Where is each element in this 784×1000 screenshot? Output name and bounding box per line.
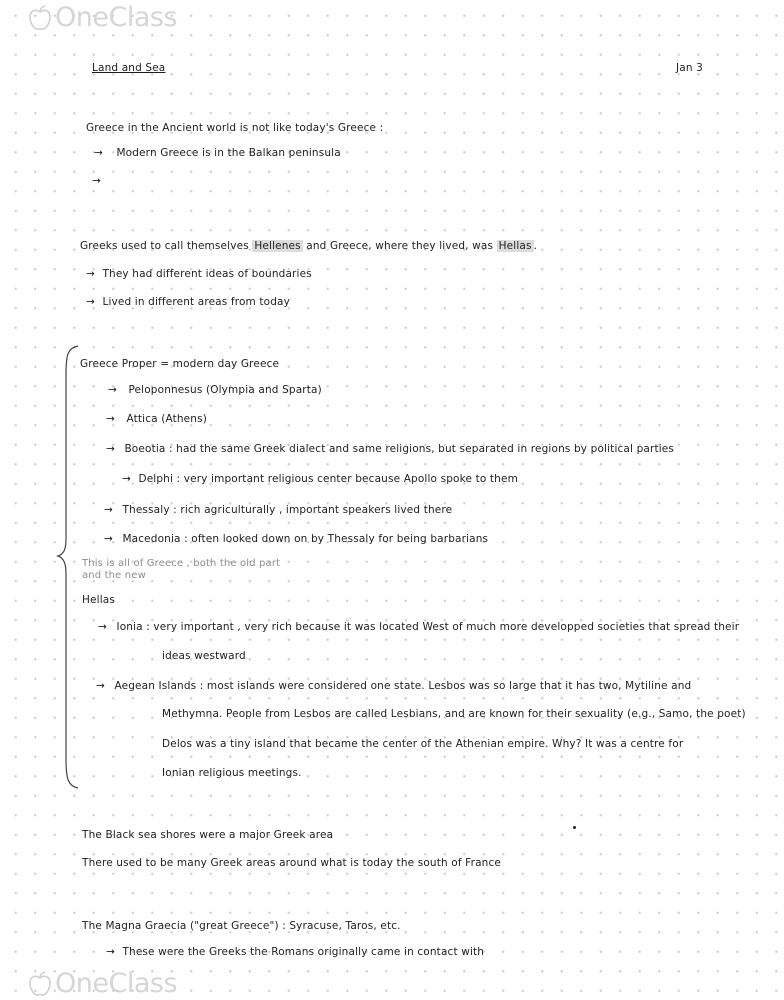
hellenes-highlight: Hellenes <box>254 240 301 252</box>
arrow-icon: → <box>98 621 107 633</box>
names-bullet-1 <box>86 268 312 280</box>
proper-thessaly-text: Thessaly : rich agriculturally , important speakers lived there <box>122 504 453 516</box>
brand-name: OneClass <box>55 968 178 999</box>
arrow-icon: → <box>104 533 113 545</box>
proper-peloponnesus-text: Peloponnesus (Olympia and Sparta) <box>128 384 322 396</box>
intro-bullet-2-arrow: → <box>92 175 101 187</box>
magna-line: The Magna Graecia ("great Greece") : Syracuse, Taros, etc. <box>82 920 401 932</box>
names-bullet-2 <box>86 296 290 308</box>
hellas-aegean-1 <box>96 680 691 692</box>
proper-attica <box>106 413 207 425</box>
apple-logo-icon <box>28 5 52 31</box>
intro-bullet-1 <box>94 147 341 159</box>
hellas-title: Hellas <box>82 594 115 606</box>
magna-bullet-1-text: These were the Greeks the Romans originally came in contact with <box>122 946 485 958</box>
arrow-icon: → <box>94 147 103 159</box>
arrow-icon: → <box>106 443 115 455</box>
names-bullet-2-text: Lived in different areas from today <box>102 296 290 308</box>
names-line-mid: and Greece, where they lived, was <box>306 240 494 252</box>
proper-boeotia-text: Boeotia : had the same Greek dialect and same religions, but separated in regions by political parties <box>124 443 675 455</box>
arrow-icon: → <box>86 296 95 308</box>
intro-bullet-1-text: Modern Greece is in the Balkan peninsula <box>116 147 341 159</box>
intro-line: Greece in the Ancient world is not like today's Greece : <box>86 122 384 134</box>
proper-delphi-text: Delphi : very important religious center because Apollo spoke to them <box>138 473 518 485</box>
black-sea-line-2: There used to be many Greek areas around what is today the south of France <box>82 857 501 869</box>
apple-logo-icon <box>28 971 52 997</box>
arrow-icon: → <box>122 473 131 485</box>
page-title: Land and Sea <box>92 62 166 74</box>
brand-name: OneClass <box>55 2 178 33</box>
arrow-icon: → <box>86 268 95 280</box>
hellas-ionia-1-text: Ionia : very important , very rich because it was located West of much more developped societies that spread their <box>116 621 740 633</box>
proper-peloponnesus <box>108 384 322 396</box>
curly-brace-icon <box>56 344 82 790</box>
arrow-icon: → <box>108 384 117 396</box>
proper-attica-text: Attica (Athens) <box>126 413 207 425</box>
proper-note: This is all of Greece , both the old part and the new <box>82 558 281 581</box>
arrow-icon: → <box>96 680 105 692</box>
page-date: Jan 3 <box>676 62 703 74</box>
brand-logo-top <box>28 2 177 33</box>
proper-boeotia <box>106 443 674 455</box>
names-line-end: . <box>533 240 538 252</box>
names-bullet-1-text: They had different ideas of boundaries <box>102 268 312 280</box>
arrow-icon: → <box>106 946 115 958</box>
hellas-aegean-4: Ionian religious meetings. <box>162 767 302 779</box>
hellas-aegean-2: Methymna. People from Lesbos are called Lesbians, and are known for their sexuality (e.g., Samo, the poet) <box>162 708 746 720</box>
proper-delphi <box>122 473 518 485</box>
names-line-pre: Greeks used to call themselves <box>80 240 249 252</box>
names-line <box>80 240 537 252</box>
hellas-aegean-3: Delos was a tiny island that became the center of the Athenian empire. Why? It was a centre for <box>162 738 684 750</box>
hellas-highlight: Hellas <box>498 240 532 252</box>
proper-title: Greece Proper = modern day Greece <box>80 358 280 370</box>
proper-macedonia-text: Macedonia : often looked down on by Thessaly for being barbarians <box>122 533 489 545</box>
arrow-icon: → <box>104 504 113 516</box>
brand-logo-bottom <box>28 968 177 999</box>
arrow-icon: → <box>106 413 115 425</box>
hellas-ionia-2: ideas westward <box>162 650 246 662</box>
proper-macedonia <box>104 533 488 545</box>
hellas-ionia-1 <box>98 621 739 633</box>
ink-dot <box>573 826 576 829</box>
proper-thessaly <box>104 504 452 516</box>
black-sea-line-1: The Black sea shores were a major Greek area <box>82 829 334 841</box>
hellas-aegean-1-text: Aegean Islands : most islands were considered one state. Lesbos was so large that it has two, Mytiline and <box>114 680 692 692</box>
magna-bullet-1 <box>106 946 484 958</box>
